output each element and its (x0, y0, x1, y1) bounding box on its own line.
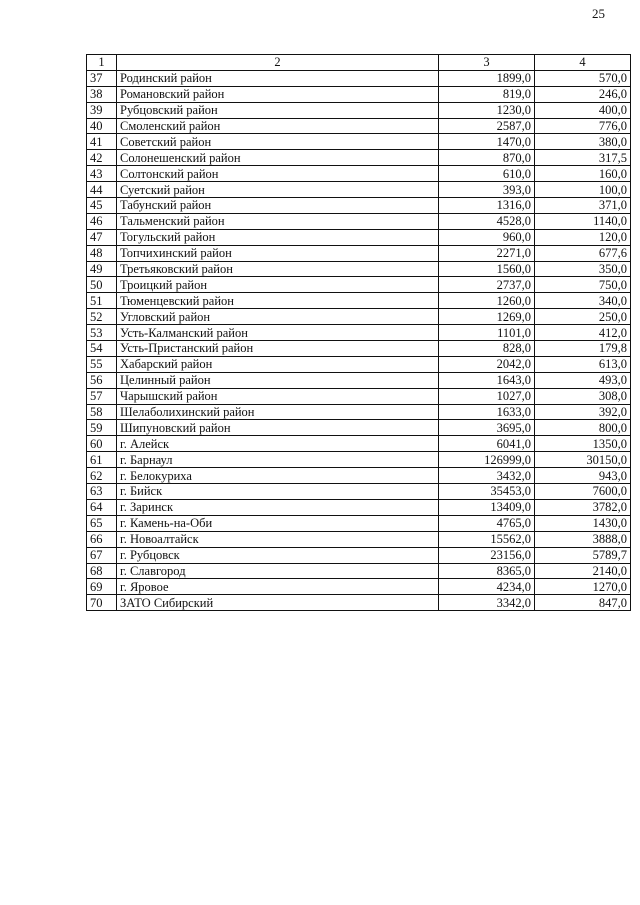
table-body (87, 70, 631, 610)
row-number: 59 (87, 420, 117, 436)
row-number: 69 (87, 579, 117, 595)
row-number: 47 (87, 229, 117, 245)
municipality-name: Шелаболихинский район (117, 404, 439, 420)
value-col-4: 677,6 (535, 245, 631, 261)
row-number: 45 (87, 198, 117, 214)
table-row (87, 547, 631, 563)
municipality-name: г. Новоалтайск (117, 531, 439, 547)
row-number: 43 (87, 166, 117, 182)
value-col-4: 371,0 (535, 198, 631, 214)
table-header (87, 55, 631, 71)
table-row (87, 150, 631, 166)
table-row (87, 563, 631, 579)
budget-table (86, 54, 631, 611)
row-number: 41 (87, 134, 117, 150)
value-col-4: 179,8 (535, 341, 631, 357)
row-number: 48 (87, 245, 117, 261)
row-number: 62 (87, 468, 117, 484)
table-row (87, 484, 631, 500)
row-number: 67 (87, 547, 117, 563)
row-number: 56 (87, 372, 117, 388)
row-number: 55 (87, 356, 117, 372)
table-row (87, 579, 631, 595)
row-number: 57 (87, 388, 117, 404)
municipality-name: Тогульский район (117, 229, 439, 245)
municipality-name: г. Бийск (117, 484, 439, 500)
table-row (87, 198, 631, 214)
row-number: 53 (87, 325, 117, 341)
row-number: 61 (87, 452, 117, 468)
municipality-name: Третьяковский район (117, 261, 439, 277)
table-row (87, 293, 631, 309)
municipality-name: Хабарский район (117, 356, 439, 372)
municipality-name: Солтонский район (117, 166, 439, 182)
value-col-3: 1101,0 (439, 325, 535, 341)
value-col-3: 2737,0 (439, 277, 535, 293)
row-number: 38 (87, 86, 117, 102)
municipality-name: Суетский район (117, 182, 439, 198)
table-row (87, 531, 631, 547)
value-col-4: 100,0 (535, 182, 631, 198)
municipality-name: ЗАТО Сибирский (117, 595, 439, 611)
value-col-4: 1430,0 (535, 515, 631, 531)
row-number: 66 (87, 531, 117, 547)
value-col-3: 8365,0 (439, 563, 535, 579)
value-col-4: 613,0 (535, 356, 631, 372)
value-col-3: 13409,0 (439, 499, 535, 515)
row-number: 60 (87, 436, 117, 452)
table-row (87, 499, 631, 515)
value-col-3: 35453,0 (439, 484, 535, 500)
table-row (87, 166, 631, 182)
municipality-name: Табунский район (117, 198, 439, 214)
value-col-4: 1140,0 (535, 213, 631, 229)
value-col-3: 3432,0 (439, 468, 535, 484)
value-col-4: 943,0 (535, 468, 631, 484)
municipality-name: Родинский район (117, 70, 439, 86)
municipality-name: Шипуновский район (117, 420, 439, 436)
value-col-4: 7600,0 (535, 484, 631, 500)
value-col-4: 400,0 (535, 102, 631, 118)
municipality-name: Рубцовский район (117, 102, 439, 118)
row-number: 63 (87, 484, 117, 500)
table-row (87, 277, 631, 293)
value-col-4: 340,0 (535, 293, 631, 309)
table-row (87, 356, 631, 372)
table-row (87, 452, 631, 468)
table-row (87, 468, 631, 484)
table-row (87, 388, 631, 404)
value-col-3: 1643,0 (439, 372, 535, 388)
row-number: 46 (87, 213, 117, 229)
value-col-3: 1560,0 (439, 261, 535, 277)
value-col-3: 1269,0 (439, 309, 535, 325)
table-row (87, 118, 631, 134)
value-col-3: 610,0 (439, 166, 535, 182)
municipality-name: Троицкий район (117, 277, 439, 293)
value-col-3: 1899,0 (439, 70, 535, 86)
municipality-name: Угловский район (117, 309, 439, 325)
row-number: 50 (87, 277, 117, 293)
value-col-3: 1316,0 (439, 198, 535, 214)
value-col-3: 393,0 (439, 182, 535, 198)
value-col-4: 392,0 (535, 404, 631, 420)
header-col-3: 3 (439, 55, 535, 71)
municipality-name: Смоленский район (117, 118, 439, 134)
municipality-name: г. Барнаул (117, 452, 439, 468)
value-col-4: 412,0 (535, 325, 631, 341)
value-col-3: 1260,0 (439, 293, 535, 309)
table-row (87, 213, 631, 229)
header-col-4: 4 (535, 55, 631, 71)
value-col-4: 317,5 (535, 150, 631, 166)
header-col-2: 2 (117, 55, 439, 71)
municipality-name: Романовский район (117, 86, 439, 102)
value-col-4: 750,0 (535, 277, 631, 293)
row-number: 52 (87, 309, 117, 325)
value-col-3: 1027,0 (439, 388, 535, 404)
value-col-4: 800,0 (535, 420, 631, 436)
row-number: 64 (87, 499, 117, 515)
municipality-name: г. Славгород (117, 563, 439, 579)
municipality-name: г. Яровое (117, 579, 439, 595)
value-col-3: 126999,0 (439, 452, 535, 468)
value-col-3: 1230,0 (439, 102, 535, 118)
municipality-name: Целинный район (117, 372, 439, 388)
value-col-4: 776,0 (535, 118, 631, 134)
municipality-name: г. Заринск (117, 499, 439, 515)
value-col-4: 493,0 (535, 372, 631, 388)
table-row (87, 595, 631, 611)
value-col-3: 2271,0 (439, 245, 535, 261)
table-row (87, 86, 631, 102)
table-row (87, 134, 631, 150)
row-number: 70 (87, 595, 117, 611)
row-number: 44 (87, 182, 117, 198)
value-col-4: 570,0 (535, 70, 631, 86)
value-col-4: 160,0 (535, 166, 631, 182)
value-col-3: 960,0 (439, 229, 535, 245)
value-col-3: 2042,0 (439, 356, 535, 372)
row-number: 51 (87, 293, 117, 309)
value-col-4: 3782,0 (535, 499, 631, 515)
municipality-name: Чарышский район (117, 388, 439, 404)
value-col-3: 1633,0 (439, 404, 535, 420)
municipality-name: Тальменский район (117, 213, 439, 229)
page-number: 25 (592, 6, 605, 21)
value-col-4: 246,0 (535, 86, 631, 102)
value-col-4: 1270,0 (535, 579, 631, 595)
table-row (87, 404, 631, 420)
row-number: 54 (87, 341, 117, 357)
municipality-name: г. Камень-на-Оби (117, 515, 439, 531)
row-number: 42 (87, 150, 117, 166)
value-col-3: 3695,0 (439, 420, 535, 436)
municipality-name: Топчихинский район (117, 245, 439, 261)
municipality-name: Советский район (117, 134, 439, 150)
municipality-name: г. Алейск (117, 436, 439, 452)
table-row (87, 102, 631, 118)
table-row (87, 261, 631, 277)
table-row (87, 436, 631, 452)
value-col-3: 6041,0 (439, 436, 535, 452)
value-col-4: 2140,0 (535, 563, 631, 579)
table-row (87, 70, 631, 86)
value-col-4: 5789,7 (535, 547, 631, 563)
value-col-4: 3888,0 (535, 531, 631, 547)
municipality-name: Солонешенский район (117, 150, 439, 166)
value-col-3: 819,0 (439, 86, 535, 102)
row-number: 49 (87, 261, 117, 277)
municipality-name: г. Белокуриха (117, 468, 439, 484)
table-row (87, 341, 631, 357)
municipality-name: Усть-Пристанский район (117, 341, 439, 357)
table-row (87, 372, 631, 388)
value-col-4: 308,0 (535, 388, 631, 404)
row-number: 68 (87, 563, 117, 579)
header-col-1: 1 (87, 55, 117, 71)
table-row (87, 229, 631, 245)
row-number: 65 (87, 515, 117, 531)
value-col-3: 23156,0 (439, 547, 535, 563)
value-col-3: 828,0 (439, 341, 535, 357)
value-col-3: 3342,0 (439, 595, 535, 611)
table-row (87, 182, 631, 198)
value-col-4: 380,0 (535, 134, 631, 150)
municipality-name: Тюменцевский район (117, 293, 439, 309)
table-row (87, 245, 631, 261)
row-number: 58 (87, 404, 117, 420)
value-col-4: 847,0 (535, 595, 631, 611)
table-row (87, 420, 631, 436)
header-row (87, 55, 631, 71)
value-col-4: 30150,0 (535, 452, 631, 468)
value-col-3: 4528,0 (439, 213, 535, 229)
table-row (87, 515, 631, 531)
value-col-4: 350,0 (535, 261, 631, 277)
table-row (87, 309, 631, 325)
row-number: 39 (87, 102, 117, 118)
table-row (87, 325, 631, 341)
value-col-3: 870,0 (439, 150, 535, 166)
row-number: 40 (87, 118, 117, 134)
value-col-3: 2587,0 (439, 118, 535, 134)
row-number: 37 (87, 70, 117, 86)
value-col-3: 4234,0 (439, 579, 535, 595)
value-col-4: 1350,0 (535, 436, 631, 452)
value-col-4: 250,0 (535, 309, 631, 325)
value-col-4: 120,0 (535, 229, 631, 245)
value-col-3: 15562,0 (439, 531, 535, 547)
value-col-3: 4765,0 (439, 515, 535, 531)
municipality-name: Усть-Калманский район (117, 325, 439, 341)
value-col-3: 1470,0 (439, 134, 535, 150)
municipality-name: г. Рубцовск (117, 547, 439, 563)
